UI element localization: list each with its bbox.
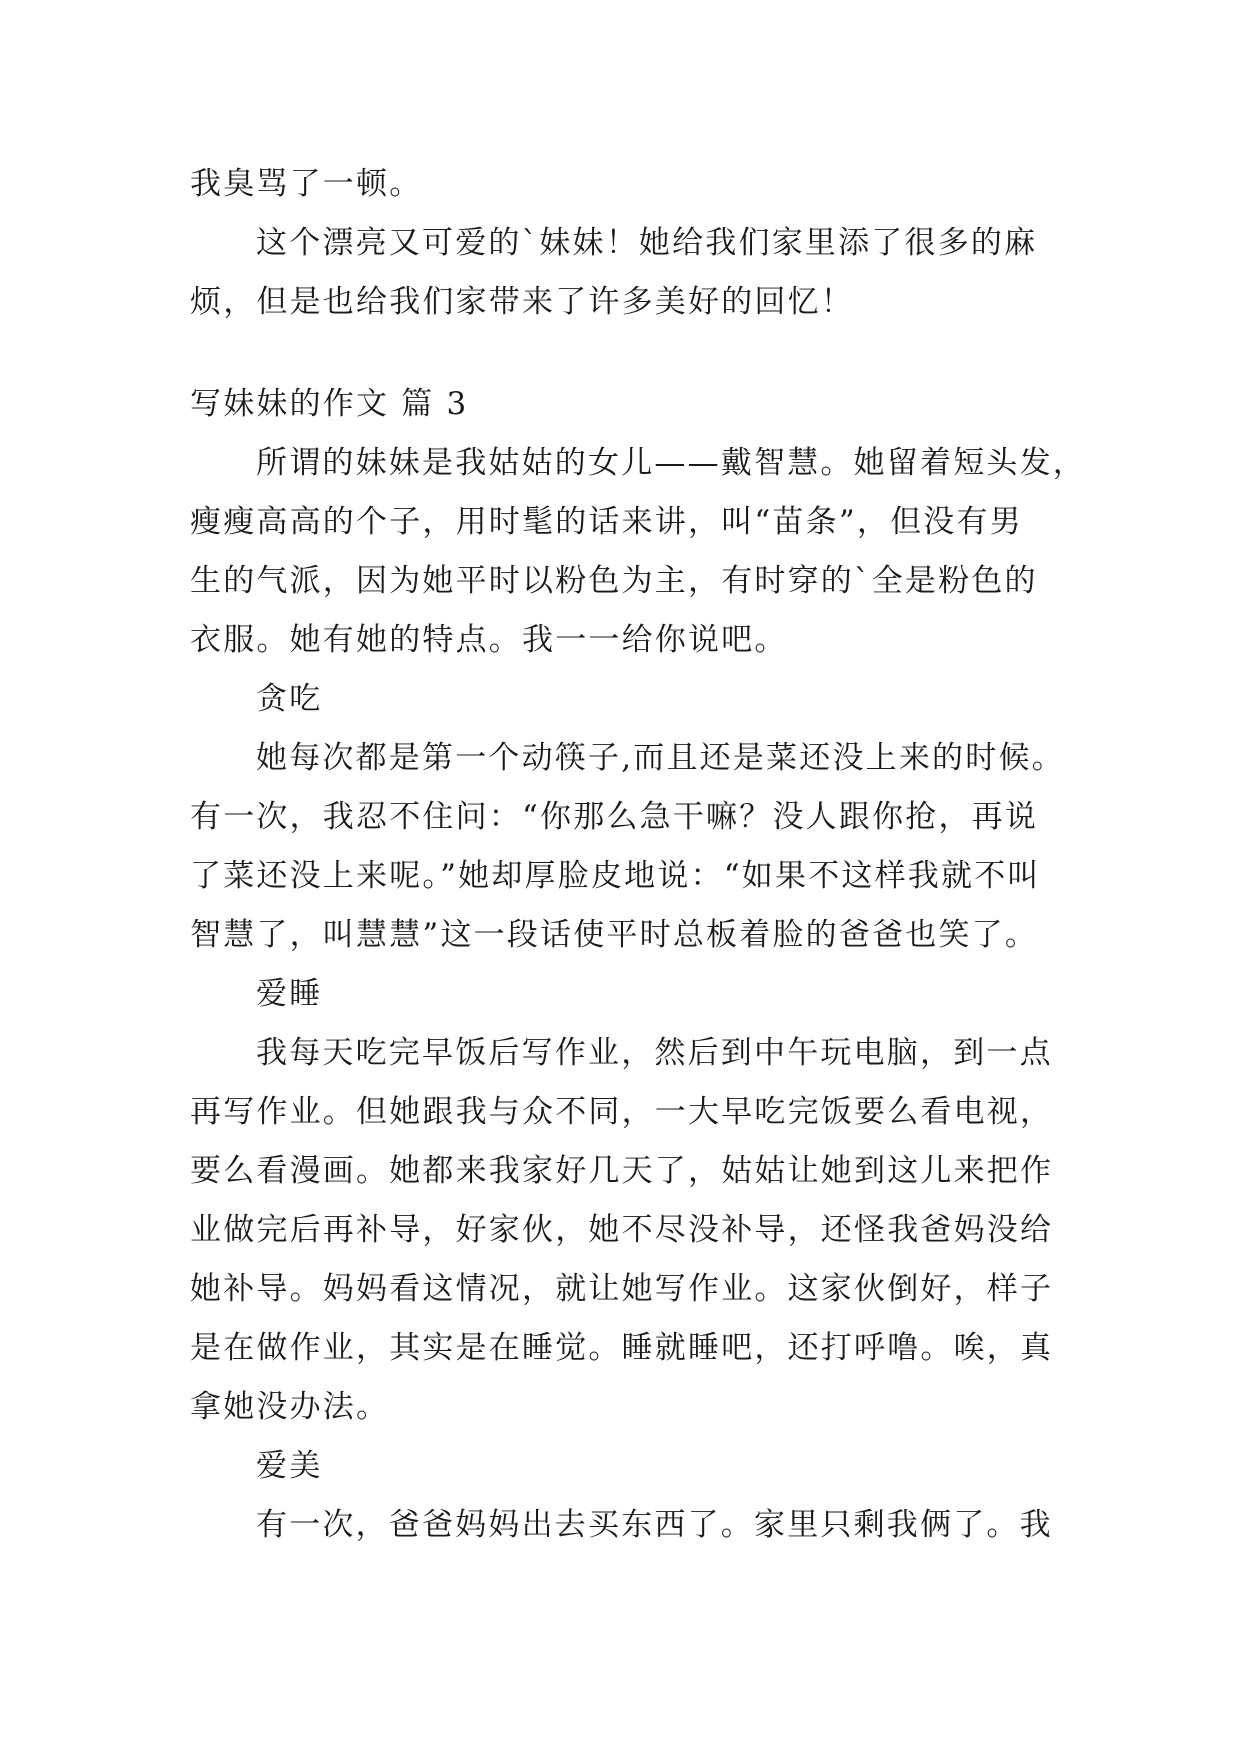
paragraph-line: 再写作业。但她跟我与众不同，一大早吃完饭要么看电视， <box>190 1094 1054 1130</box>
paragraph-line: 有一次，我忍不住问：“你那么急干嘛？没人跟你抢，再说 <box>190 799 1039 835</box>
paragraph-line: 她每次都是第一个动筷子,而且还是菜还没上来的时候。 <box>256 740 1065 776</box>
paragraph-line: 了菜还没上来呢。”她却厚脸皮地说：“如果不这样我就不叫 <box>190 858 1041 894</box>
section-heading: 写妹妹的作文 篇 3 <box>190 386 469 422</box>
paragraph-line: 这个漂亮又可爱的`妹妹！她给我们家里添了很多的麻 <box>256 225 1038 261</box>
subheading: 爱睡 <box>256 976 323 1012</box>
paragraph-line: 是在做作业，其实是在睡觉。睡就睡吧，还打呼噜。唉，真 <box>190 1330 1054 1366</box>
paragraph-line: 所谓的妹妹是我姑姑的女儿——戴智慧。她留着短头发， <box>256 445 1086 481</box>
paragraph-line: 衣服。她有她的特点。我一一给你说吧。 <box>190 622 788 658</box>
paragraph-line: 瘦瘦高高的个子，用时髦的话来讲，叫“苗条”，但没有男 <box>190 504 1023 540</box>
subheading: 贪吃 <box>256 681 323 717</box>
paragraph-line: 拿她没办法。 <box>190 1389 390 1425</box>
document-page <box>190 155 1086 1555</box>
paragraph-line: 我臭骂了一顿。 <box>190 166 423 202</box>
paragraph-line: 有一次，爸爸妈妈出去买东西了。家里只剩我俩了。我 <box>256 1507 1053 1543</box>
paragraph-line: 烦，但是也给我们家带来了许多美好的回忆！ <box>190 284 854 320</box>
paragraph-line: 她补导。妈妈看这情况，就让她写作业。这家伙倒好，样子 <box>190 1271 1054 1307</box>
paragraph-line: 生的气派，因为她平时以粉色为主，有时穿的`全是粉色的 <box>190 563 1038 599</box>
paragraph-line: 我每天吃完早饭后写作业，然后到中午玩电脑，到一点 <box>256 1035 1053 1071</box>
subheading: 爱美 <box>256 1448 323 1484</box>
paragraph-line: 业做完后再补导，好家伙，她不尽没补导，还怪我爸妈没给 <box>190 1212 1054 1248</box>
paragraph-line: 智慧了，叫慧慧”这一段话使平时总板着脸的爸爸也笑了。 <box>190 917 1039 953</box>
paragraph-line: 要么看漫画。她都来我家好几天了，姑姑让她到这儿来把作 <box>190 1153 1054 1189</box>
